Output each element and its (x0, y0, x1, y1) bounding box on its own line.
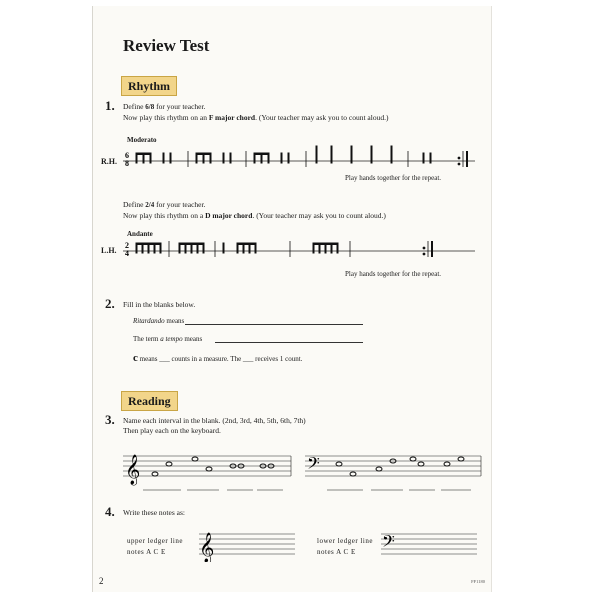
q3-line2: Then play each on the keyboard. (123, 426, 221, 435)
q1-line1: Define 6/8 for your teacher. (123, 102, 206, 111)
q1-repeat-note-2: Play hands together for the repeat. (345, 270, 442, 278)
q1-line4: Now play this rhythm on a D major chord. (Your teacher may ask you to count aloud.) (123, 211, 386, 220)
q1-line3: Define 2/4 for your teacher. (123, 200, 206, 209)
svg-text:2: 2 (125, 241, 129, 250)
tempo-andante: Andante (127, 230, 153, 238)
bass-ledger-staff (381, 526, 481, 562)
time-signature-6-8: 6/8 (145, 103, 155, 111)
question-1-number: 1. (105, 98, 115, 113)
upper-ledger-label-2: notes A C E (127, 548, 166, 556)
tempo-moderato: Moderato (127, 136, 157, 144)
treble-ledger-staff (199, 526, 299, 562)
question-3-number: 3. (105, 412, 115, 427)
q1-repeat-note-1: Play hands together for the repeat. (345, 174, 442, 182)
svg-text:𝄢: 𝄢 (307, 453, 320, 477)
question-2-number: 2. (105, 296, 115, 311)
svg-text:𝄢: 𝄢 (382, 531, 395, 555)
rhythm-section-heading: Rhythm (121, 76, 177, 96)
bass-interval-staff (305, 442, 485, 496)
page-number: 2 (99, 576, 104, 586)
workbook-page (92, 6, 492, 592)
treble-interval-staff (123, 442, 293, 496)
lower-ledger-label-2: notes A C E (317, 548, 356, 556)
rhythm-staff-lh (123, 234, 483, 268)
common-time-prompt: c means ___ counts in a measure. The ___ receives 1 count. (133, 352, 303, 364)
catalog-code: FF1180 (471, 579, 485, 584)
reading-section-heading: Reading (121, 391, 178, 411)
common-time-symbol: c (133, 352, 138, 364)
svg-text:8: 8 (125, 159, 129, 168)
a-tempo-prompt: The term a tempo means (133, 335, 203, 343)
left-hand-label: L.H. (101, 246, 117, 255)
question-4-number: 4. (105, 504, 115, 519)
a-tempo-answer-line[interactable] (215, 342, 363, 343)
q2-instructions: Fill in the blanks below. (123, 300, 196, 309)
upper-ledger-label-1: upper ledger line (127, 537, 183, 545)
q4-instructions: Write these notes as: (123, 508, 185, 517)
page-title: Review Test (123, 36, 210, 55)
rhythm-staff-rh (123, 144, 483, 174)
q3-line1: Name each interval in the blank. (2nd, 3rd, 4th, 5th, 6th, 7th) (123, 416, 306, 425)
svg-text:6: 6 (125, 151, 129, 160)
ritardando-answer-line[interactable] (185, 324, 363, 325)
time-signature-2-4: 2/4 (145, 201, 155, 209)
lower-ledger-label-1: lower ledger line (317, 537, 373, 545)
q1-line2: Now play this rhythm on an F major chord. (Your teacher may ask you to count aloud.) (123, 113, 389, 122)
svg-text:𝄞: 𝄞 (125, 455, 141, 485)
svg-text:4: 4 (125, 249, 129, 258)
ritardando-prompt: Ritardando means (133, 317, 185, 325)
svg-text:𝄞: 𝄞 (199, 533, 215, 562)
right-hand-label: R.H. (101, 157, 117, 166)
